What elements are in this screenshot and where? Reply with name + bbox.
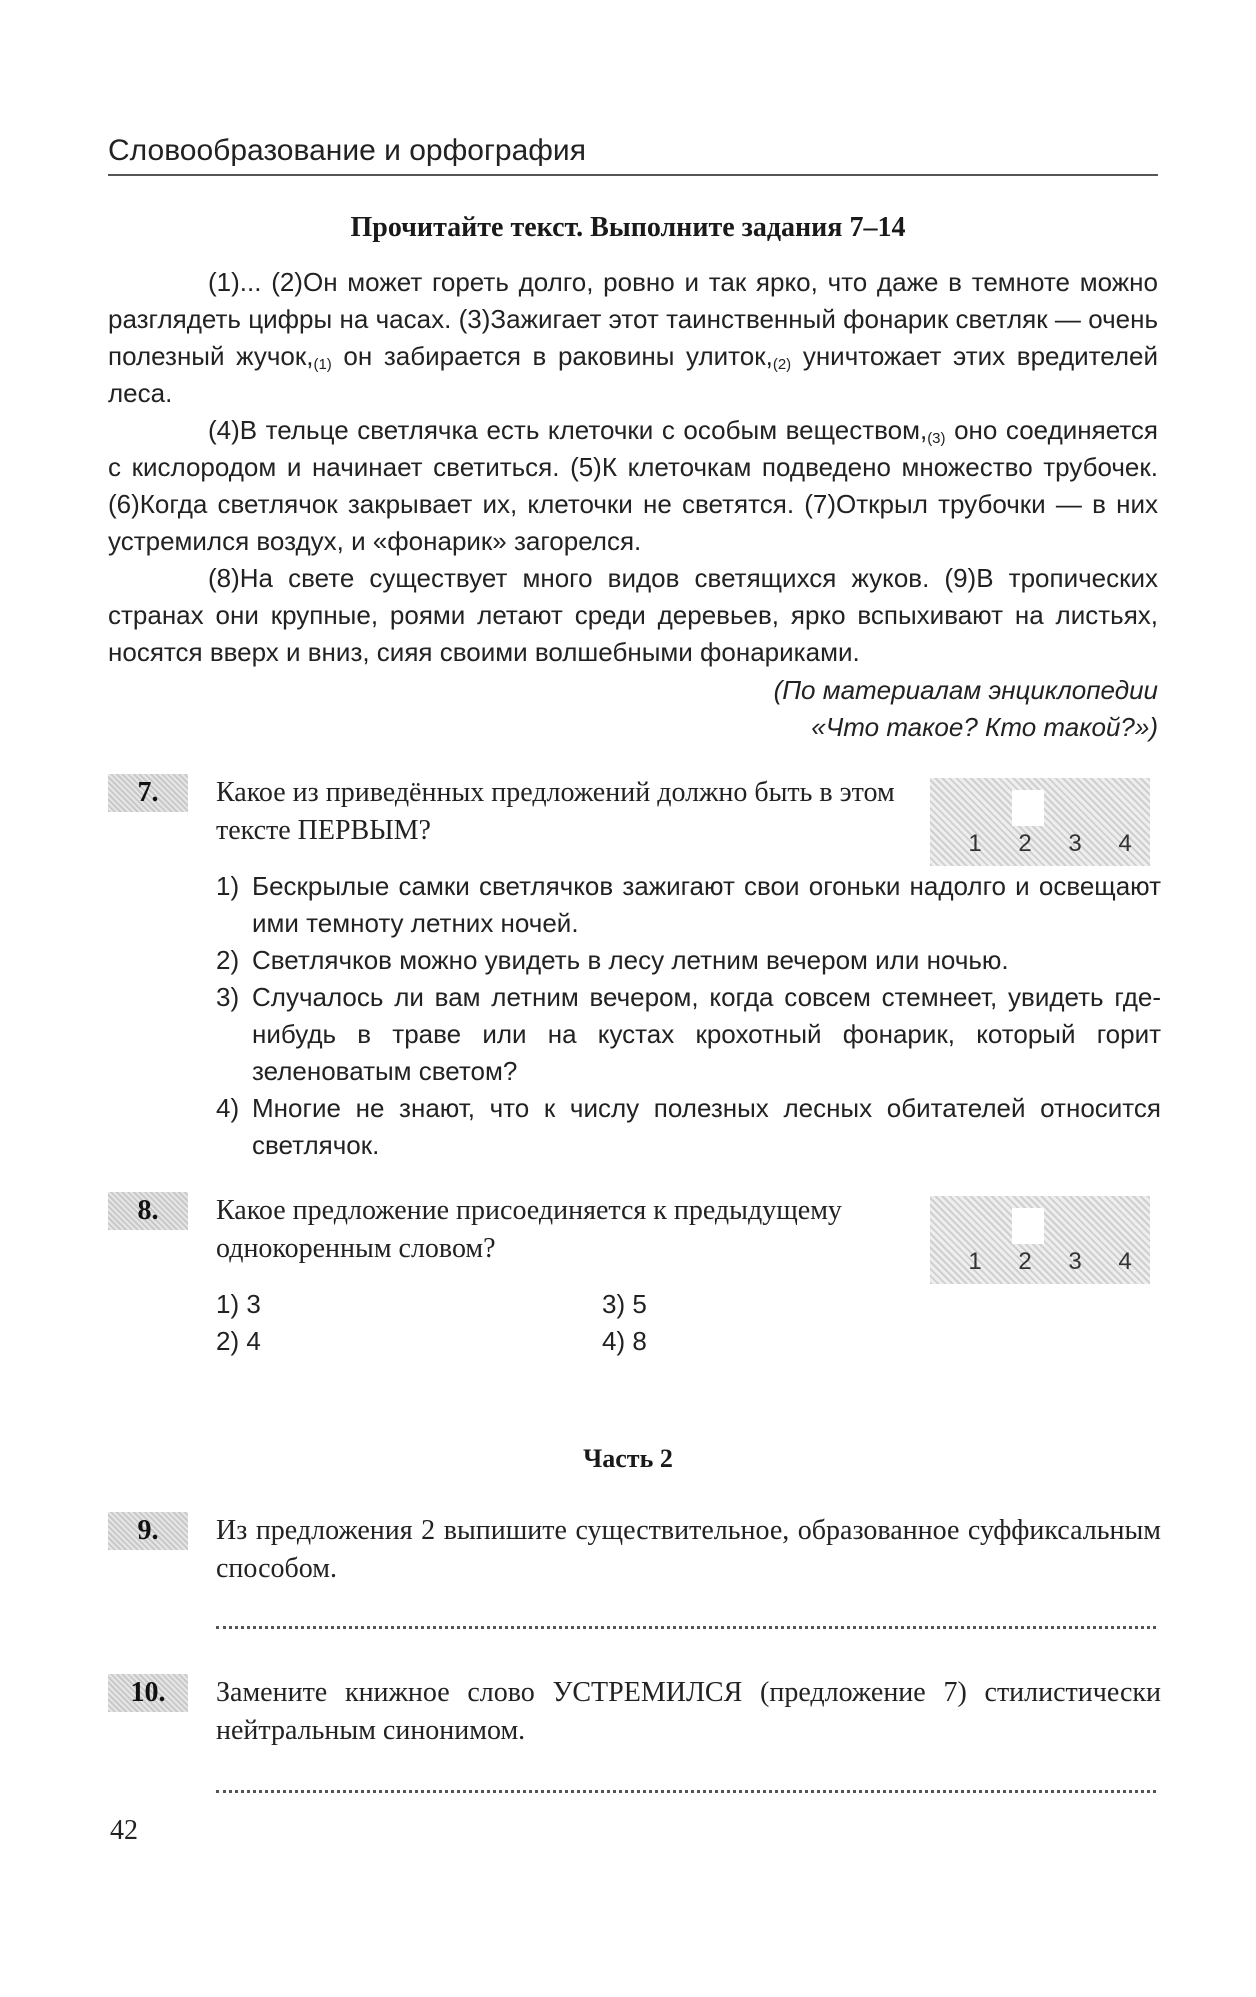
comma-marker: (2) [772, 356, 792, 373]
task-8-option: 1) 3 [216, 1289, 261, 1319]
passage-paragraph-1 [108, 264, 1158, 412]
task-7-option [216, 942, 1161, 979]
reading-passage [108, 264, 1158, 671]
task-8-answer-box[interactable] [930, 1196, 1150, 1284]
passage-paragraph-3: (8)На свете существует много видов светящихся жуков. (9)В тропических странах они крупные, роями летают среди деревьев, ярко вспыхивают на листьях, носятся вверх и вниз, сияя своими волшебными фонариками. [108, 563, 1158, 667]
task-7-answer-box[interactable] [930, 778, 1150, 866]
option-number: 2) [216, 945, 240, 975]
instruction-heading: Прочитайте текст. Выполните задания 7–14 [350, 212, 906, 243]
digit: 3 [1068, 830, 1082, 857]
task-10-number: 10. [108, 1674, 188, 1712]
task-7-option [216, 868, 1161, 942]
answer-digits [960, 830, 1140, 858]
comma-marker: (1) [313, 356, 332, 373]
passage-text: уничтожает этих вредителей леса. [108, 341, 1159, 408]
running-head: Словообразование и орфография [108, 134, 586, 167]
digit: 1 [968, 830, 982, 857]
option-number: 4) [216, 1093, 240, 1123]
part-2-title: Часть 2 [583, 1444, 673, 1473]
task-7-question: Какое из приведённых предложений должно быть в этом тексте ПЕРВЫМ? [216, 777, 895, 846]
task-8-number: 8. [108, 1192, 188, 1230]
digit: 4 [1118, 1248, 1132, 1275]
passage-paragraph-2 [108, 412, 1158, 560]
task-9-number: 9. [108, 1512, 188, 1550]
header-rule [108, 174, 1158, 176]
digit: 4 [1118, 830, 1132, 857]
digit: 2 [1018, 830, 1032, 857]
option-text: Светлячков можно увидеть в лесу летним вечером или ночью. [252, 945, 1009, 975]
source-line: «Что такое? Кто такой?») [811, 712, 1158, 742]
option-text: Многие не знают, что к числу полезных лесных обитателей относится светлячок. [252, 1093, 1161, 1160]
task-7-options [216, 868, 1161, 1164]
passage-source [774, 672, 1158, 746]
answer-slot [1012, 790, 1044, 826]
comma-marker: (3) [927, 430, 946, 447]
task-10-question: Замените книжное слово УСТРЕМИЛСЯ (предложение 7) стилистически нейтральным синонимом. [216, 1677, 1161, 1746]
passage-text: (4)В тельце светлячка есть клеточки с особым веществом, [208, 415, 928, 445]
option-text: Случалось ли вам летним вечером, когда совсем стемнеет, увидеть где-нибудь в траве или на кустах крохотный фонарик, который горит зеленоватым светом? [252, 982, 1161, 1086]
option-number: 1) [216, 871, 240, 901]
source-line: (По материалам энциклопедии [773, 675, 1158, 705]
option-number: 3) [216, 982, 240, 1012]
task-9-question: Из предложения 2 выпишите существительное, образованное суффиксальным способом. [216, 1515, 1161, 1584]
task-7-number: 7. [108, 774, 188, 812]
task-10-answer-line[interactable] [216, 1790, 1156, 1793]
digit: 1 [968, 1248, 982, 1275]
task-7-option [216, 1090, 1161, 1164]
passage-text: оно соединяется с кислородом и начинает светиться. (5)К клеточкам подведено множество трубочек. (6)Когда светлячок закрывает их, клеточки не светятся. (7)Открыл трубочки — в них устремился воздух, и «фонарик» загорелся. [108, 415, 1158, 556]
answer-digits [960, 1248, 1140, 1276]
digit: 2 [1018, 1248, 1032, 1275]
page-number: 42 [110, 1815, 138, 1846]
task-8-question: Какое предложение присоединяется к предыдущему однокоренным словом? [216, 1195, 842, 1264]
task-9-answer-line[interactable] [216, 1626, 1156, 1629]
answer-slot [1012, 1208, 1044, 1244]
passage-text: он забирается в раковины улиток, [331, 341, 773, 371]
task-8-option: 4) 8 [602, 1326, 647, 1356]
option-text: Бескрылые самки светлячков зажигают свои огоньки надолго и освещают ими темноту летних ночей. [252, 871, 1161, 938]
passage-text: (1)... (2)Он может гореть долго, ровно и так ярко, что даже в темноте можно разглядеть цифры на часах. (3)Зажигает этот таинственный фонарик светляк — очень полезный жучок, [108, 267, 1158, 371]
task-8-option: 2) 4 [216, 1326, 261, 1356]
digit: 3 [1068, 1248, 1082, 1275]
task-7-option [216, 979, 1161, 1090]
task-8-option: 3) 5 [602, 1289, 647, 1319]
